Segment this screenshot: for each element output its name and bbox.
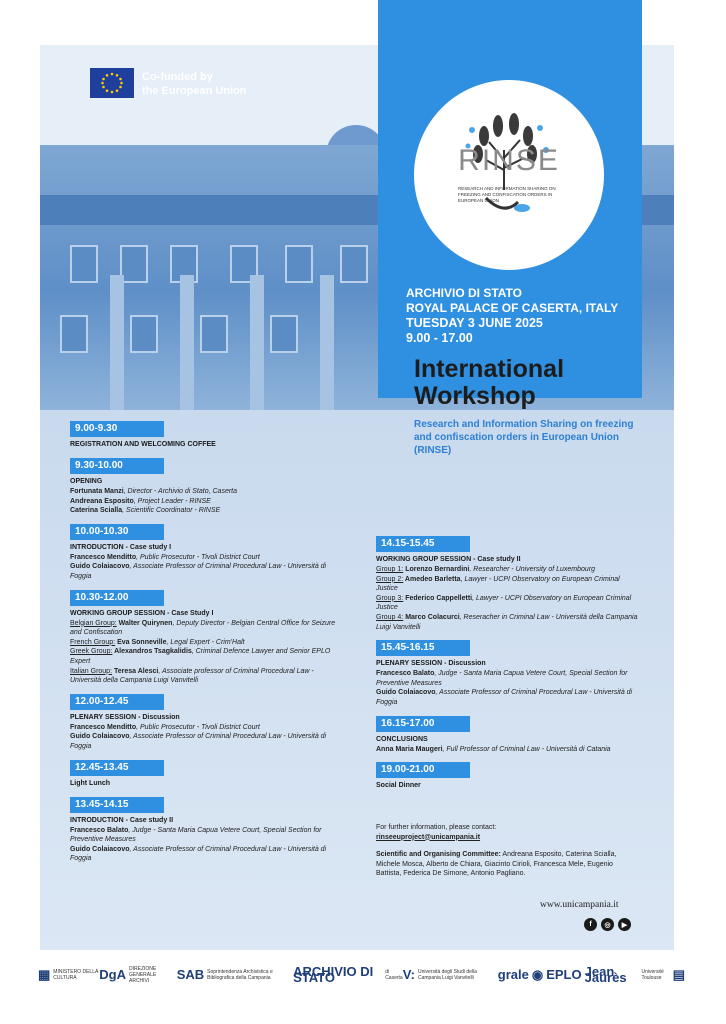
session-title: WORKING GROUP SESSION - Case Study I: [70, 609, 214, 617]
speaker-name: Federico Cappelletti: [403, 594, 473, 602]
program-section: [70, 757, 340, 789]
speaker-role: , Full Professor of Criminal Law - Università di Catania: [442, 745, 611, 753]
program-section: [70, 587, 340, 686]
speaker-line: [70, 497, 340, 507]
event-hours: 9.00 - 17.00: [406, 331, 473, 345]
speaker-role: , Criminal Defence Lawyer and Senior EPLO Expert: [70, 648, 331, 665]
session-title: OPENING: [70, 478, 103, 485]
program-section: [376, 713, 638, 755]
partner-logo: [531, 967, 546, 982]
speaker-line: [70, 638, 340, 648]
speaker-role: , Associate Professor of Criminal Procedural Law - Università di Foggia: [376, 689, 633, 706]
partner-logo-text: Université Toulouse: [641, 969, 664, 981]
time-slot-badge: 13.45-14.15: [70, 797, 164, 813]
session-title: INTRODUCTION - Case study II: [70, 816, 174, 824]
speaker-role: , Legal Expert - Crim'Halt: [166, 638, 245, 646]
partner-logo: [546, 967, 584, 982]
speaker-line: [70, 553, 340, 563]
speaker-line: [70, 845, 340, 864]
youtube-icon[interactable]: ▶: [618, 918, 631, 931]
partner-logo-mark: DgA: [99, 967, 126, 982]
partner-logo-mark: SAB: [176, 967, 205, 982]
time-slot-badge: 10.30-12.00: [70, 590, 164, 606]
program-section: [376, 533, 638, 632]
group-label: Belgian Group:: [70, 619, 117, 627]
speaker-name: Francesco Balato: [70, 826, 129, 834]
time-slot-badge: 12.45-13.45: [70, 760, 164, 776]
partner-logo: [584, 964, 673, 985]
speaker-line: [376, 688, 638, 707]
time-slot-badge: 9.00-9.30: [70, 421, 164, 437]
partner-logo-mark: V:: [402, 967, 415, 982]
speaker-role: , Lawyer - UCPI Observatory on European Criminal Justice: [376, 575, 620, 593]
session-title: PLENARY SESSION - Discussion: [376, 660, 486, 668]
partner-logo-mark: ▤: [672, 967, 686, 982]
program-section: [70, 521, 340, 582]
instagram-icon[interactable]: ◎: [601, 918, 614, 931]
partner-logo-text: di Caserta: [385, 969, 403, 981]
session-title: CONCLUSIONS: [376, 735, 428, 743]
speaker-line: [70, 732, 340, 751]
contact-intro: For further information, please contact:: [376, 824, 497, 831]
speaker-role: , Judge - Santa Maria Capua Vetere Court, Special Section for Preventive Measures: [376, 670, 628, 687]
speaker-line: [70, 506, 340, 516]
facebook-icon[interactable]: f: [584, 918, 597, 931]
partner-logo: [177, 969, 293, 981]
eu-flag-icon: [90, 68, 134, 98]
speaker-name: Francesco Balato: [376, 670, 435, 678]
session-title: INTRODUCTION - Case study I: [70, 543, 172, 551]
partner-logo: [497, 967, 532, 982]
group-label: Italian Group:: [70, 667, 113, 675]
title-block: [414, 356, 644, 457]
time-slot-badge: 10.00-10.30: [70, 524, 164, 540]
partner-logo: [38, 969, 99, 981]
partner-logos-footer: [38, 960, 688, 990]
speaker-name: Walter Quirynen: [116, 619, 173, 627]
speaker-name: Francesco Menditto: [70, 723, 137, 731]
event-subtitle: Research and Information Sharing on freezing and confiscation orders in European Union (RINSE): [414, 419, 634, 456]
time-slot-badge: 16.15-17.00: [376, 716, 470, 732]
speaker-name: Alexandros Tsagkalidis: [112, 648, 192, 656]
speaker-name: Anna Maria Maugeri: [376, 745, 443, 753]
speaker-name: Marco Colacurci: [403, 613, 460, 621]
speaker-name: Amedeo Barletta: [403, 575, 461, 583]
speaker-role: , Lawyer - UCPI Observatory on European Criminal Justice: [376, 594, 632, 612]
contact-block: [376, 823, 638, 879]
session-title: WORKING GROUP SESSION - Case study II: [376, 556, 521, 563]
speaker-line: [70, 723, 340, 733]
speaker-line: [376, 613, 638, 632]
speaker-role: , Public Prosecutor - Tivoli District Court: [136, 723, 260, 731]
eu-cofunded-label: Co-funded by the European Union: [142, 71, 247, 97]
speaker-role: , Reseracher in Criminal Law - Università della Campania Luigi Vanvitelli: [376, 613, 638, 631]
speaker-line: [70, 667, 340, 686]
speaker-role: , Researcher - University of Luxembourg: [469, 566, 596, 573]
program-left-column: [70, 418, 340, 869]
program-section: [70, 418, 340, 450]
program-section: [70, 691, 340, 752]
speaker-name: Caterina Scialla: [70, 507, 123, 515]
partner-logo: [403, 969, 498, 981]
rinse-tagline: RESEARCH AND INFORMATION SHARING ON FREEZING AND CONFISCATION ORDERS IN EUROPEAN UNION: [458, 186, 556, 203]
speaker-name: Guido Colaiacovo: [70, 563, 130, 571]
speaker-name: Lorenzo Bernardini: [403, 566, 470, 573]
partner-logo-mark: ARCHIVIO DI STATO: [293, 964, 374, 985]
venue-name: ARCHIVIO DI STATO: [406, 286, 523, 300]
group-label: French Group:: [70, 638, 116, 646]
committee-list: Scientific and Organising Committee: Andreana Esposito, Caterina Scialla, Michele Mosca, Alberto de Chiara, Giacinto Cirioli, Francesca Mele, Eugenio Battista, Federica De Simone, Antonio Pagliano.: [376, 851, 617, 877]
partner-logo-text: Università degli Studi della Campania Luigi Vanvitelli: [418, 969, 477, 981]
speaker-line: [70, 826, 340, 845]
rinse-wordmark: RINSE: [458, 144, 560, 177]
speaker-line: [70, 647, 340, 666]
partner-logo-mark: ▦: [38, 967, 51, 982]
speaker-role: , Associate professor of Criminal Procedural Law - Università della Campania Luigi Vanvitelli: [70, 667, 314, 685]
speaker-name: Eva Sonneville: [115, 638, 167, 646]
session-title: Social Dinner: [376, 782, 421, 790]
time-slot-badge: 9.30-10.00: [70, 458, 164, 474]
speaker-line: [376, 745, 638, 755]
event-date: TUESDAY 3 JUNE 2025: [406, 316, 543, 330]
speaker-name: Teresa Alesci: [112, 667, 159, 675]
speaker-role: , Associate Professor of Criminal Procedural Law - Università di Foggia: [70, 845, 327, 863]
speaker-role: , Deputy Director - Belgian Central Office for Seizure and Confiscation: [70, 619, 336, 637]
venue-location: ROYAL PALACE OF CASERTA, ITALY: [406, 301, 619, 315]
program-section: [70, 455, 340, 516]
speaker-name: Francesco Menditto: [70, 553, 137, 561]
time-slot-badge: 15.45-16.15: [376, 640, 470, 656]
speaker-name: Guido Colaiacovo: [70, 733, 130, 741]
speaker-role: , Project Leader - RINSE: [133, 497, 211, 505]
partner-logo-mark: grale: [497, 967, 529, 982]
partner-logo-text: DIREZIONE GENERALE ARCHIVI: [129, 966, 157, 984]
rinse-logo: [414, 80, 604, 270]
speaker-role: , Director - Archivio di Stato, Caserta: [123, 488, 238, 495]
venue-block: [406, 286, 636, 346]
speaker-role: , Public Prosecutor - Tivoli District Court: [136, 553, 260, 561]
partner-logo-text: Soprintendenza Archivistica e Bibliografica della Campania: [207, 969, 273, 981]
speaker-line: [70, 562, 340, 581]
speaker-role: , Associate Professor of Criminal Procedural Law - Università di Foggia: [70, 563, 327, 580]
speaker-line: [376, 594, 638, 613]
session-title: Light Lunch: [70, 779, 111, 787]
session-title: REGISTRATION AND WELCOMING COFFEE: [70, 441, 216, 448]
partner-logo-mark: Jean Jaurès: [584, 964, 627, 985]
speaker-name: Fortunata Manzi: [70, 488, 124, 495]
speaker-name: Guido Colaiacovo: [70, 845, 130, 853]
program-section: [376, 759, 638, 791]
program-section: [70, 794, 340, 864]
time-slot-badge: 14.15-15.45: [376, 536, 470, 552]
group-label: Group 4:: [376, 613, 404, 621]
speaker-line: [376, 565, 638, 575]
time-slot-badge: 12.00-12.45: [70, 694, 164, 710]
speaker-line: [70, 487, 340, 497]
speaker-line: [376, 575, 638, 594]
group-label: Greek Group:: [70, 648, 113, 656]
group-label: Group 1:: [376, 566, 404, 573]
speaker-role: , Associate Professor of Criminal Procedural Law - Università di Foggia: [70, 733, 327, 750]
speaker-line: [376, 669, 638, 688]
session-title: PLENARY SESSION - Discussion: [70, 713, 180, 721]
event-title: International Workshop: [414, 355, 565, 410]
partner-logo: [99, 966, 176, 984]
partner-logo-mark: EPLO: [546, 967, 582, 982]
program-section: [376, 637, 638, 707]
partner-logo-mark: ◉: [531, 967, 544, 982]
partner-logo-text: MINISTERO DELLA CULTURA: [53, 969, 99, 981]
contact-email-link[interactable]: rinseeuproject@unicampania.it: [376, 833, 481, 841]
program-right-column: [376, 533, 638, 796]
partner-logo: [293, 964, 403, 985]
speaker-name: Andreana Esposito: [70, 497, 134, 505]
group-label: Group 3:: [376, 594, 404, 602]
speaker-line: [70, 619, 340, 638]
group-label: Group 2:: [376, 575, 404, 583]
speaker-role: , Scientific Coordinator - RINSE: [122, 507, 221, 515]
speaker-name: Guido Colaiacovo: [376, 689, 436, 697]
social-links: [584, 918, 631, 931]
website-link[interactable]: www.unicampania.it: [540, 900, 619, 910]
time-slot-badge: 19.00-21.00: [376, 762, 470, 778]
speaker-role: , Judge - Santa Maria Capua Vetere Court, Special Section for Preventive Measures: [70, 826, 322, 844]
partner-logo: [672, 967, 688, 982]
